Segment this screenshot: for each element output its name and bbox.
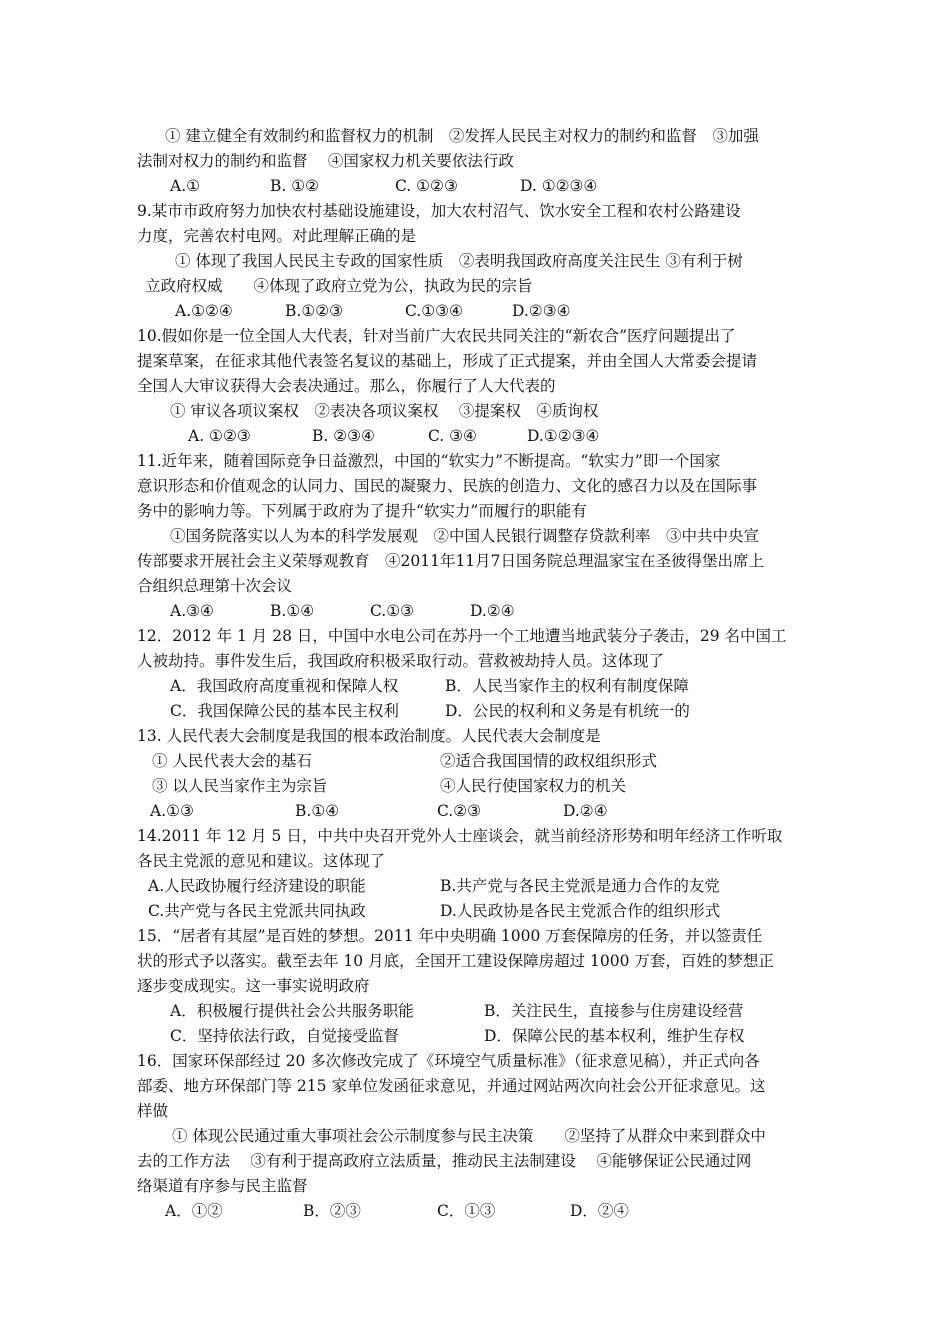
q12-stem-line2: 人被劫持。事件发生后，我国政府积极采取行动。营救被劫持人员。这体现了 bbox=[137, 652, 665, 670]
q11-stem-line1: 11.近年来，随着国际竞争日益激烈，中国的“软实力”不断提高。“软实力”即一个国家 bbox=[137, 452, 721, 470]
q9-option-a: A.①②④ bbox=[175, 302, 233, 320]
q16-statements-line2: 去的工作方法 ③有利于提高政府立法质量，推动民主法制建设 ④能够保证公民通过网 bbox=[137, 1152, 752, 1170]
q14-option-c: C.共产党与各民主党派共同执政 bbox=[148, 902, 366, 920]
q12-option-b: B．人民当家作主的权利有制度保障 bbox=[445, 677, 689, 695]
q14-option-d: D.人民政协是各民主党派合作的组织形式 bbox=[440, 902, 721, 920]
q14-option-b: B.共产党与各民主党派是通力合作的友党 bbox=[440, 877, 720, 895]
q12-stem-line1: 12．2012 年 1 月 28 日，中国中水电公司在苏丹一个工地遭当地武装分子袭击，29 名中国工 bbox=[137, 627, 787, 645]
q10-stem-line3: 全国人大审议获得大会表决通过。那么，你履行了人大代表的 bbox=[137, 377, 556, 395]
q9-statements-line2: 立政府权威 ④体现了政府立党为公，执政为民的宗旨 bbox=[145, 277, 533, 295]
q13-option-c: C.②③ bbox=[437, 802, 482, 820]
q10-option-d: D.①②③④ bbox=[527, 427, 600, 445]
q11-option-c: C.①③ bbox=[370, 602, 415, 620]
q10-option-a: A. ①②③ bbox=[188, 427, 251, 445]
q11-statements-line2: 传部要求开展社会主义荣辱观教育 ④2011年11月7日国务院总理温家宝在圣彼得堡出席上 bbox=[137, 552, 765, 570]
q15-option-d: D．保障公民的基本权利，维护生存权 bbox=[484, 1027, 745, 1045]
q13-option-b: B.①④ bbox=[295, 802, 340, 820]
q11-statements-line3: 合组织总理第十次会议 bbox=[137, 577, 293, 595]
q11-stem-line2: 意识形态和价值观念的认同力、国民的凝聚力、民族的创造力、文化的感召力以及在国际事 bbox=[137, 477, 758, 495]
q16-option-a: A．①② bbox=[165, 1202, 223, 1220]
q11-stem-line3: 务中的影响力等。下列属于政府为了提升“软实力”而履行的职能有 bbox=[137, 502, 587, 520]
q14-stem-line1: 14.2011 年 12 月 5 日，中共中央召开党外人士座谈会，就当前经济形势和明年经济工作听取 bbox=[137, 827, 783, 845]
q12-option-c: C．我国保障公民的基本民主权利 bbox=[170, 702, 399, 720]
q16-stem-line1: 16．国家环保部经过 20 多次修改完成了《环境空气质量标准》（征求意见稿），并正式向各 bbox=[137, 1052, 760, 1070]
q16-statements-line3: 络渠道有序参与民主监督 bbox=[137, 1177, 308, 1195]
q16-option-b: B．②③ bbox=[303, 1202, 361, 1220]
q13-option-a: A.①③ bbox=[150, 802, 194, 820]
q14-stem-line2: 各民主党派的意见和建议。这体现了 bbox=[137, 852, 386, 870]
q15-stem-line3: 逐步变成现实。这一事实说明政府 bbox=[137, 977, 370, 995]
q9-option-b: B.①②③ bbox=[285, 302, 344, 320]
q16-option-d: D．②④ bbox=[570, 1202, 629, 1220]
q15-option-b: B．关注民生，直接参与住房建设经营 bbox=[484, 1002, 744, 1020]
q13-statement-3: ③ 以人民当家作主为宗旨 bbox=[152, 777, 328, 795]
q13-statement-1: ① 人民代表大会的基石 bbox=[152, 752, 312, 770]
q10-statements-line1: ① 审议各项议案权 ②表决各项议案权 ③提案权 ④质询权 bbox=[170, 402, 599, 420]
q13-stem-line1: 13. 人民代表大会制度是我国的根本政治制度。人民代表大会制度是 bbox=[137, 727, 601, 745]
q12-option-a: A．我国政府高度重视和保障人权 bbox=[170, 677, 399, 695]
q11-statements-line1: ①国务院落实以人为本的科学发展观 ②中国人民银行调整存贷款利率 ③中共中央宣 bbox=[170, 527, 760, 545]
q8-option-c: C. ①②③ bbox=[395, 177, 458, 195]
q16-stem-line3: 样做 bbox=[137, 1102, 169, 1120]
q8-option-d: D. ①②③④ bbox=[520, 177, 598, 195]
q9-stem-line1: 9.某市市政府努力加快农村基础设施建设，加大农村沼气、饮水安全工程和农村公路建设 bbox=[137, 202, 741, 220]
q10-option-c: C. ③④ bbox=[428, 427, 477, 445]
q13-option-d: D.②④ bbox=[563, 802, 608, 820]
q10-stem-line2: 提案草案，在征求其他代表签名复议的基础上，形成了正式提案，并由全国人大常委会提请 bbox=[137, 352, 758, 370]
q11-option-a: A.③④ bbox=[170, 602, 214, 620]
q9-option-c: C.①③④ bbox=[405, 302, 463, 320]
q15-stem-line2: 状的形式予以落实。截至去年 10 月底，全国开工建设保障房超过 1000 万套，百姓的梦想正 bbox=[137, 952, 774, 970]
q14-option-a: A.人民政协履行经济建设的职能 bbox=[148, 877, 366, 895]
q10-option-b: B. ②③④ bbox=[312, 427, 375, 445]
q8-option-a: A.① bbox=[170, 177, 201, 195]
q13-statement-4: ④人民行使国家权力的机关 bbox=[440, 777, 627, 795]
q8-statements-line2: 法制对权力的制约和监督 ④国家权力机关要依法行政 bbox=[137, 152, 514, 170]
q11-option-d: D.②④ bbox=[470, 602, 515, 620]
q9-stem-line2: 力度，完善农村电网。对此理解正确的是 bbox=[137, 227, 417, 245]
q8-statements-line1: ① 建立健全有效制约和监督权力的机制 ②发挥人民民主对权力的制约和监督 ③加强 bbox=[165, 127, 759, 145]
q9-statements-line1: ① 体现了我国人民民主专政的国家性质 ②表明我国政府高度关注民生 ③有利于树 bbox=[175, 252, 743, 270]
q15-option-c: C．坚持依法行政，自觉接受监督 bbox=[170, 1027, 399, 1045]
q12-option-d: D．公民的权利和义务是有机统一的 bbox=[445, 702, 690, 720]
q11-option-b: B.①④ bbox=[270, 602, 315, 620]
q16-option-c: C．①③ bbox=[437, 1202, 496, 1220]
q15-option-a: A．积极履行提供社会公共服务职能 bbox=[170, 1002, 414, 1020]
q16-statements-line1: ① 体现公民通过重大事项社会公示制度参与民主决策 ②坚持了从群众中来到群众中 bbox=[172, 1127, 766, 1145]
q15-stem-line1: 15．“居者有其屋”是百姓的梦想。2011 年中央明确 1000 万套保障房的任务，并以签责任 bbox=[137, 927, 763, 945]
q8-option-b: B. ①② bbox=[270, 177, 320, 195]
q10-stem-line1: 10.假如你是一位全国人大代表，针对当前广大农民共同关注的“新农合”医疗问题提出了 bbox=[137, 327, 736, 345]
q16-stem-line2: 部委、地方环保部门等 215 家单位发函征求意见，并通过网站两次向社会公开征求意见。这 bbox=[137, 1077, 766, 1095]
q9-option-d: D.②③④ bbox=[512, 302, 571, 320]
q13-statement-2: ②适合我国国情的政权组织形式 bbox=[440, 752, 658, 770]
